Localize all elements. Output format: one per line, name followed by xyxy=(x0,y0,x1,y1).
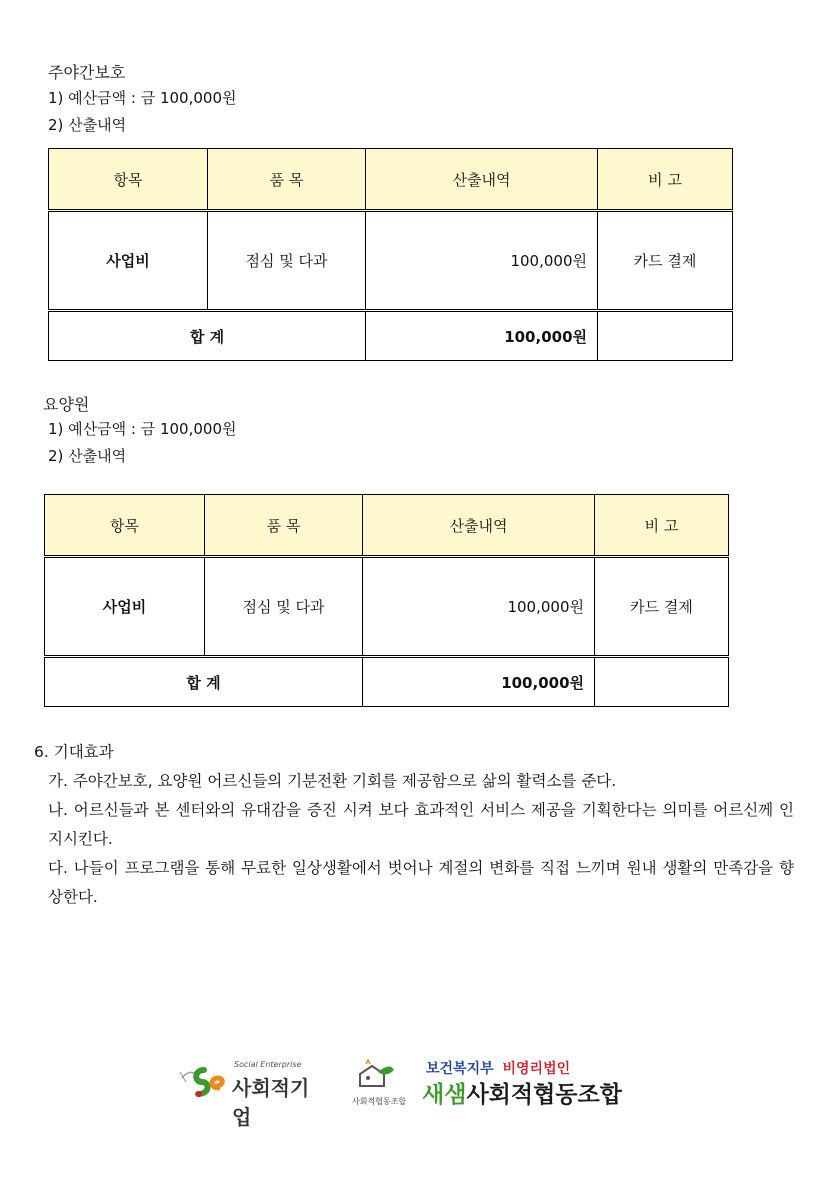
effect-item: 다. 나들이 프로그램을 통해 무료한 일상생활에서 벗어나 계절의 변화를 직접 느끼며 원내 생활의 만족감을 향상한다. xyxy=(48,859,794,906)
logo3-top-a: 보건복지부 xyxy=(426,1061,494,1077)
header-product: 품 목 xyxy=(208,149,366,211)
header-calculation: 산출내역 xyxy=(363,495,595,557)
section2-detail-line: 2) 산출내역 xyxy=(48,447,127,465)
saesam-logo xyxy=(420,1058,660,1108)
total-amount: 100,000원 xyxy=(366,311,598,361)
cell-product: 점심 및 다과 xyxy=(208,211,366,311)
total-amount: 100,000원 xyxy=(363,657,595,707)
section2-budget-table xyxy=(44,494,729,707)
section1-detail-line: 2) 산출내역 xyxy=(48,116,127,134)
effect-item: 가. 주야간보호, 요양원 어르신들의 기분전환 기회를 제공함으로 삶의 활력소를 준다. xyxy=(48,772,617,790)
total-note xyxy=(595,657,729,707)
logo3-main-b: 사회적협동조합 xyxy=(466,1082,622,1108)
logo3-top xyxy=(426,1058,570,1078)
total-label: 합 계 xyxy=(49,311,366,361)
effects-title: 6. 기대효과 xyxy=(34,743,114,761)
header-product: 품 목 xyxy=(205,495,363,557)
header-item: 항목 xyxy=(49,149,208,211)
cooperative-logo xyxy=(350,1058,420,1108)
cell-note: 카드 결제 xyxy=(598,211,733,311)
house-leaf-icon xyxy=(350,1058,420,1094)
section1-budget-table xyxy=(48,148,733,361)
header-item: 항목 xyxy=(45,495,205,557)
cell-item: 사업비 xyxy=(45,557,205,657)
cell-amount: 100,000원 xyxy=(363,557,595,657)
table-row xyxy=(45,557,729,657)
total-label: 합 계 xyxy=(45,657,363,707)
logo2-text: 사회적협동조합 xyxy=(352,1097,407,1106)
effect-item: 나. 어르신들과 본 센터와의 유대감을 증진 시켜 보다 효과적인 서비스 제공을 기획한다는 의미를 어르신께 인지시킨다. xyxy=(48,801,794,848)
table-row xyxy=(49,211,733,311)
cell-item: 사업비 xyxy=(49,211,208,311)
section1-budget-line: 1) 예산금액 : 금 100,000원 xyxy=(48,89,237,107)
cell-product: 점심 및 다과 xyxy=(205,557,363,657)
logo3-top-b: 비영리법인 xyxy=(502,1061,571,1077)
logo1-small-text: Social Enterprise xyxy=(234,1060,302,1069)
table-header-row xyxy=(45,495,729,557)
header-note: 비 고 xyxy=(598,149,733,211)
cell-amount: 100,000원 xyxy=(366,211,598,311)
section2-title: 요양원 xyxy=(43,395,90,414)
table-total-row xyxy=(49,311,733,361)
cell-note: 카드 결제 xyxy=(595,557,729,657)
expected-effects xyxy=(34,738,794,912)
table-total-row xyxy=(45,657,729,707)
table-header-row xyxy=(49,149,733,211)
header-calculation: 산출내역 xyxy=(366,149,598,211)
logo1-text: 사회적기업 xyxy=(232,1076,310,1129)
section1-title: 주야간보호 xyxy=(48,63,126,82)
logo3-main xyxy=(422,1076,622,1109)
total-note xyxy=(598,311,733,361)
social-enterprise-logo xyxy=(176,1058,326,1129)
section2-budget-line: 1) 예산금액 : 금 100,000원 xyxy=(48,420,237,438)
header-note: 비 고 xyxy=(595,495,729,557)
logo3-main-a: 새샘 xyxy=(422,1082,467,1108)
